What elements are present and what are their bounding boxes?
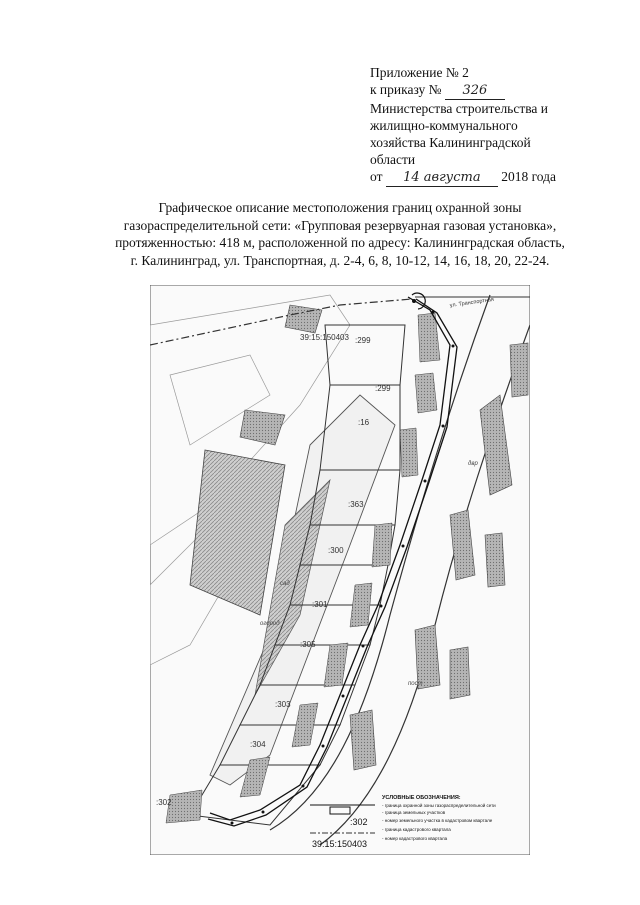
parcel-label: :299 (375, 384, 391, 393)
parcel-label: :305 (300, 640, 316, 649)
legend-item: - граница земельных участков (382, 810, 446, 815)
annotation-label: пост (408, 681, 423, 687)
parcel-label: :16 (358, 418, 370, 427)
cadastral-map (150, 285, 530, 855)
date-handwritten: 14 августа (386, 169, 498, 187)
title-line-4: г. Калининград, ул. Транспортная, д. 2-4, 6, 8, 10-12, 14, 16, 18, 20, 22-24. (130, 252, 550, 268)
ministry-line-3: хозяйства Калининградской (370, 135, 531, 150)
legend-heading: УСЛОВНЫЕ ОБОЗНАЧЕНИЯ: (382, 795, 461, 801)
order-prefix: к приказу № (370, 82, 442, 97)
parcel-label: :299 (355, 336, 371, 345)
legend-item: - номер земельного участка в кадастровом квартале (382, 818, 493, 823)
ministry-line-2: жилищно-коммунального (370, 118, 518, 133)
date-line (370, 168, 620, 187)
title-line-1: Графическое описание местоположения границ охранной зоны (158, 200, 522, 215)
date-prefix: от (370, 169, 383, 184)
parcel-label: :363 (348, 500, 364, 509)
appendix-header (370, 64, 620, 187)
parcel-label: :302 (156, 798, 172, 807)
parcel-label: :301 (312, 600, 328, 609)
parcel-label: :304 (250, 740, 266, 749)
appendix-number: Приложение № 2 (370, 65, 469, 80)
annotation-label: сад (280, 581, 290, 587)
annotation-label: огород (260, 621, 280, 627)
order-number-handwritten: 326 (445, 82, 505, 100)
legend-sample-quarter: 39:15:150403 (312, 839, 368, 849)
legend-item: - граница охранной зоны газораспределительной сети (382, 803, 496, 808)
ministry-line-1: Министерства строительства и (370, 101, 549, 116)
parcel-label: :303 (275, 700, 291, 709)
date-suffix: 2018 года (501, 169, 557, 184)
legend-item: - граница кадастрового квартала (382, 827, 451, 832)
quarter-number-label: 39:15:150403 (300, 333, 349, 342)
legend-item: - номер кадастрового квартала (382, 836, 448, 841)
ministry-line-4: области (370, 152, 416, 167)
parcel-label: :300 (328, 546, 344, 555)
order-line (370, 81, 620, 100)
document-title (60, 199, 620, 269)
annotation-label: двр (468, 461, 478, 467)
title-line-3: протяженностью: 418 м, расположенной по адресу: Калининградская область, (115, 235, 565, 250)
title-line-2: газораспределительной сети: «Групповая резервуарная газовая установка», (123, 217, 557, 233)
street-name-label: ул. Транспортная (449, 296, 495, 309)
legend-sample-parcel: :302 (350, 817, 368, 827)
